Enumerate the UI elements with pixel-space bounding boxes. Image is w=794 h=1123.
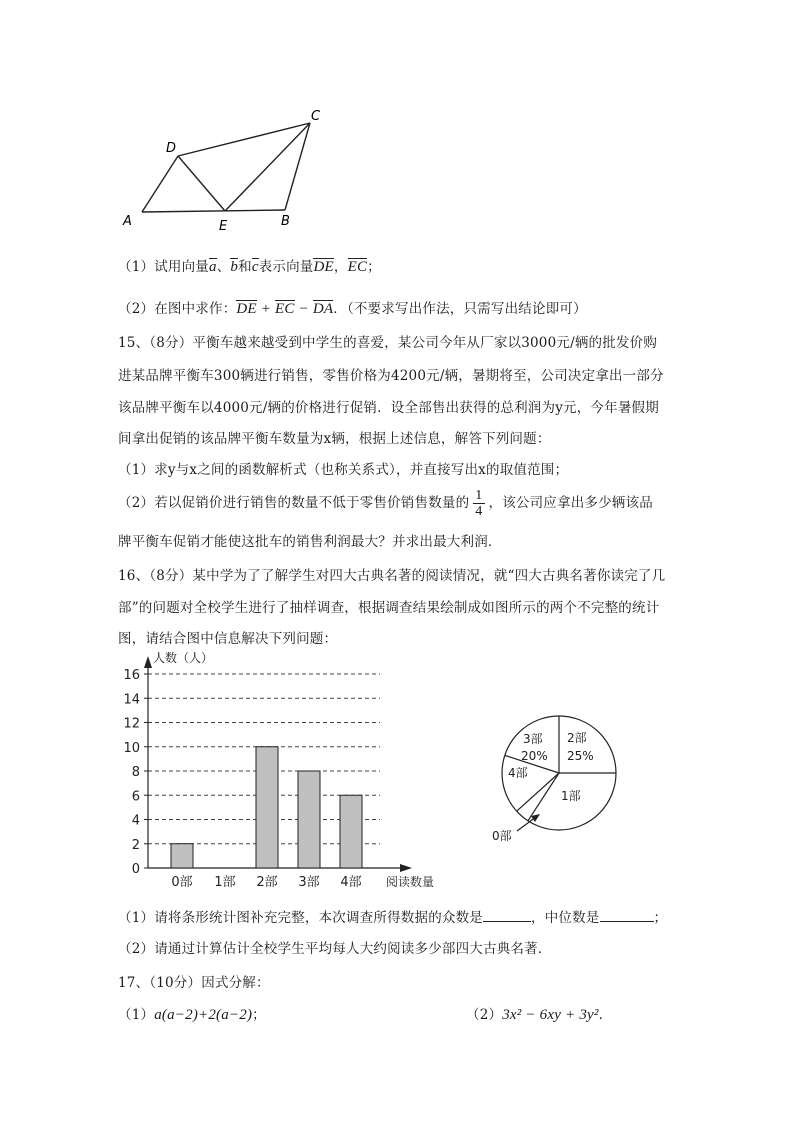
- label-E: E: [219, 219, 228, 234]
- q15-line3: 该品牌平衡车以4000元/辆的价格进行促销．设全部售出获得的总利润为y元，今年暑假期: [118, 400, 659, 416]
- x-tick-label: 2部: [256, 875, 278, 890]
- q17-part1: （1）a(a−2)+2(a−2)；: [118, 1007, 266, 1023]
- x-tick-label: 4部: [340, 875, 362, 890]
- vector-c: c: [251, 259, 259, 275]
- pie-label-1: 1部: [561, 789, 581, 803]
- y-tick-label: 14: [123, 692, 140, 708]
- q14-part2: （2）在图中求作：DE + EC − DA．（不要求写出作法，只需写出结论即可）: [118, 301, 587, 317]
- pie-chart: [470, 710, 640, 845]
- median-blank[interactable]: [600, 909, 654, 922]
- pie-label-3: 3部: [523, 732, 543, 746]
- q16-sub1: （1）请将条形统计图补充完整，本次调查所得数据的众数是 ，中位数是 ；: [118, 910, 668, 926]
- label-A: A: [123, 214, 132, 229]
- y-tick-label: 2: [131, 837, 140, 853]
- label-D: D: [166, 141, 177, 156]
- bar-3部: [298, 771, 320, 868]
- y-tick-label: 6: [131, 789, 140, 805]
- mode-blank[interactable]: [483, 909, 531, 922]
- vector-b: b: [230, 259, 239, 275]
- q15-line1: 15、（8分）平衡车越来越受到中学生的喜爱，某公司今年从厂家以3000元/辆的批发价购: [118, 335, 658, 351]
- q16-sub2: （2）请通过计算估计全校学生平均每人大约阅读多少部四大古典名著．: [118, 941, 552, 957]
- y-axis-label: 人数（人）: [153, 651, 214, 665]
- y-axis-arrow: [144, 656, 152, 668]
- pie-pct-2: 25%: [567, 749, 594, 763]
- bar-chart: [110, 648, 440, 893]
- q15-sub1: （1）求y与x之间的函数解析式（也称关系式），并直接写出x的取值范围；: [118, 462, 569, 478]
- q15-line4: 间拿出促销的该品牌平衡车数量为x辆，根据上述信息，解答下列问题：: [118, 431, 551, 447]
- fraction-one-quarter: $\frac{1}{4}$: [475, 488, 483, 519]
- pie-label-4: 4部: [508, 766, 528, 780]
- x-axis-arrow: [400, 864, 412, 872]
- q16-line3: 图，请结合图中信息解决下列问题：: [118, 631, 338, 647]
- y-tick-label: 8: [131, 765, 140, 780]
- vector-a: a: [209, 259, 217, 275]
- q17-part2: （2）3x² − 6xy + 3y²．: [466, 1007, 613, 1023]
- pie-label-2: 2部: [567, 731, 587, 745]
- y-tick-label: 10: [123, 740, 140, 756]
- x-axis-label: 阅读数量: [386, 875, 435, 889]
- x-tick-label: 3部: [298, 875, 320, 890]
- q15-sub2: （2）若以促销价进行销售的数量不低于零售价销售数量的 $\frac{1}{4}$ ，该公司应拿出多少辆该品: [118, 488, 653, 519]
- pie-pct-3: 20%: [521, 749, 548, 763]
- x-tick-label: 1部: [214, 875, 236, 890]
- pie-label-0: 0部: [492, 829, 512, 843]
- y-tick-label: 4: [131, 813, 140, 829]
- label-C: C: [311, 109, 321, 124]
- label-B: B: [281, 214, 290, 229]
- y-tick-label: 12: [123, 716, 140, 732]
- q16-line1: 16、（8分）某中学为了了解学生对四大古典名著的阅读情况，就“四大古典名著你读完了几: [118, 568, 666, 584]
- q15-line2: 进某品牌平衡车300辆进行销售，零售价格为4200元/辆，暑期将至，公司决定拿出一部分: [118, 368, 664, 384]
- vector-DE: DE: [313, 259, 334, 275]
- q16-line2: 部”的问题对全校学生进行了抽样调查，根据调查结果绘制成如图所示的两个不完整的统计: [118, 600, 660, 616]
- triangle-figure: [115, 100, 335, 235]
- bar-2部: [256, 747, 278, 868]
- x-tick-label: 0部: [171, 875, 193, 890]
- q15-sub2-cont: 牌平衡车促销才能使这批车的销售利润最大？并求出最大利润．: [118, 534, 502, 550]
- bar-0部: [171, 844, 193, 868]
- bar-4部: [340, 795, 362, 868]
- q14-part1: （1）试用向量a、b和c表示向量DE，EC；: [118, 259, 381, 275]
- y-tick-label: 16: [123, 668, 140, 683]
- vector-EC: EC: [347, 259, 368, 275]
- y-tick-label: 0: [131, 862, 140, 877]
- q17-line1: 17、（10分）因式分解：: [118, 975, 270, 991]
